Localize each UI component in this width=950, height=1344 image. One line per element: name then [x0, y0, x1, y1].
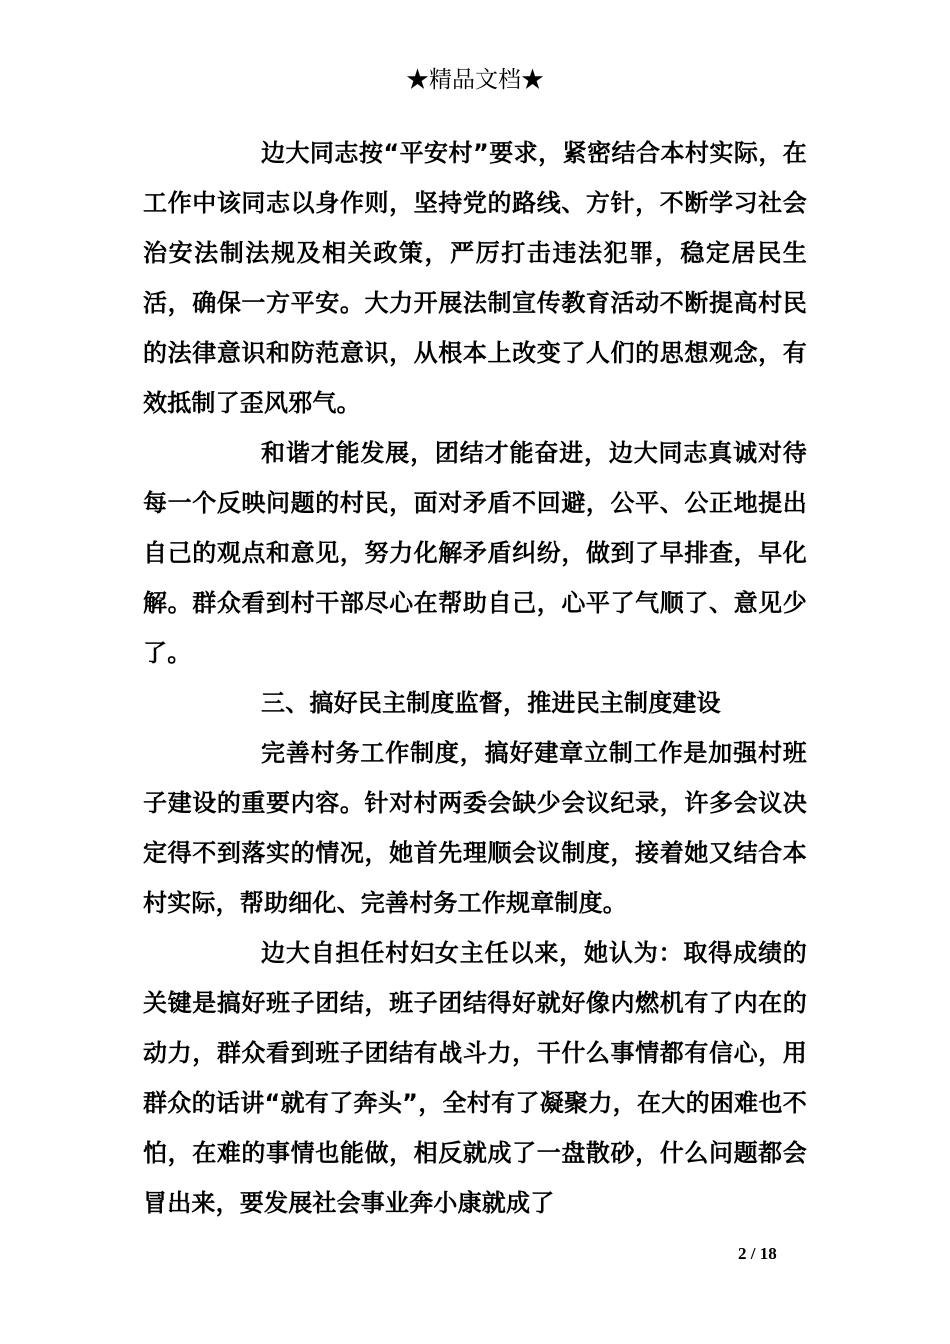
paragraph-village-affairs-system: 完善村务工作制度，搞好建章立制工作是加强村班子建设的重要内容。针对村两委会缺少会议纪录，许多会议决定得不到落实的情况，她首先理顺会议制度，接着她又结合本村实际，帮助细化、完善村务工作规章制度。	[143, 739, 807, 917]
page-header-title: ★精品文档★	[406, 67, 544, 93]
section-heading-democratic-supervision: 三、搞好民主制度监督，推进民主制度建设	[261, 689, 721, 717]
document-body	[143, 128, 807, 1228]
page-number: 2 / 18	[738, 1244, 777, 1263]
paragraph-public-security: 边大同志按“平安村”要求，紧密结合本村实际，在工作中该同志以身作则，坚持党的路线、方针，不断学习社会治安法制法规及相关政策，严厉打击违法犯罪，稳定居民生活，确保一方平安。大力开展法制宣传教育活动不断提高村民的法律意识和防范意识，从根本上改变了人们的思想观念，有效抵制了歪风邪气。	[143, 139, 807, 417]
paragraph-harmony-unity: 和谐才能发展，团结才能奋进，边大同志真诚对待每一个反映问题的村民，面对矛盾不回避，公平、公正地提出自己的观点和意见，努力化解矛盾纠纷，做到了早排查，早化解。群众看到村干部尽心在帮助自己，心平了气顺了、意见少了。	[143, 439, 807, 667]
paragraph-team-unity: 边大自担任村妇女主任以来，她认为：取得成绩的关键是搞好班子团结，班子团结得好就好像内燃机有了内在的动力，群众看到班子团结有战斗力，干什么事情都有信心，用群众的话讲“就有了奔头”，全村有了凝聚力，在大的困难也不怕，在难的事情也能做，相反就成了一盘散砂，什么问题都会冒出来，要发展社会事业奔小康就成了	[143, 939, 807, 1217]
